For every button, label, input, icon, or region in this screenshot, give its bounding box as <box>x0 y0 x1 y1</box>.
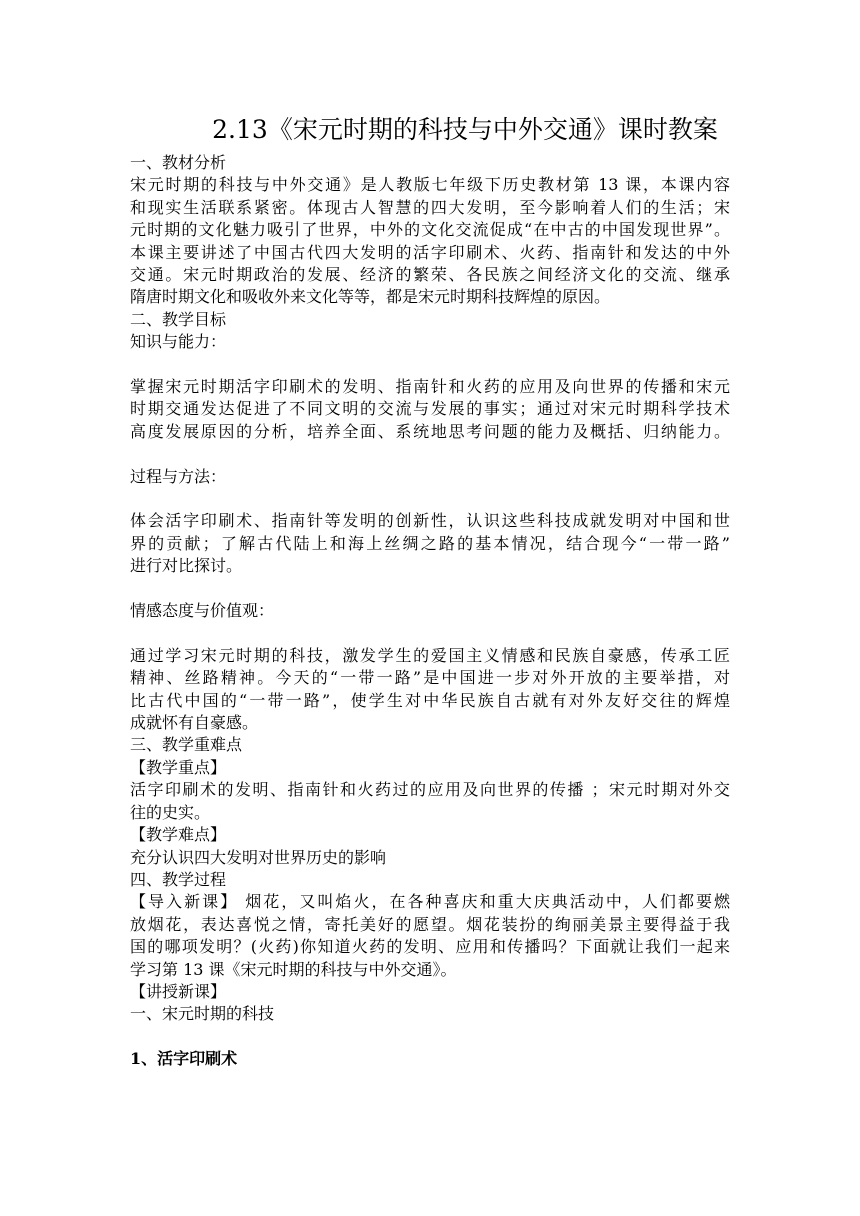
paragraph-line: 界的贡献；了解古代陆上和海上丝绸之路的基本情况，结合现今“一带一路” <box>130 533 730 553</box>
subheading-movable-type-printing: 1、活字印刷术 <box>130 1049 238 1069</box>
paragraph-line: 进行对比探讨。 <box>130 556 243 576</box>
paragraph-line: 成就怀有自豪感。 <box>130 713 259 733</box>
document-page <box>130 110 730 1071</box>
subheading-knowledge-ability: 知识与能力： <box>130 332 227 352</box>
blank-line <box>130 354 730 376</box>
section-heading-key-difficult-points: 三、教学重难点 <box>130 735 243 755</box>
paragraph-line: 体会活字印刷术、指南针等发明的创新性，认识这些科技成就发明对中国和世 <box>130 511 730 531</box>
section-heading-teaching-process: 四、教学过程 <box>130 869 227 889</box>
paragraph-line: 本课主要讲述了中国古代四大发明的活字印刷术、火药、指南针和发达的中外 <box>130 242 730 262</box>
blank-line <box>130 622 730 644</box>
paragraph-line: 宋元时期的科技与中外交通》是人教版七年级下历史教材第 13 课，本课内容 <box>130 175 730 195</box>
paragraph-line: 精神、丝路精神。今天的“一带一路”是中国进一步对外开放的主要举措，对 <box>130 668 730 688</box>
paragraph-line: 国的哪项发明？(火药)你知道火药的发明、应用和传播吗？下面就让我们一起来 <box>130 937 730 957</box>
blank-line <box>130 578 730 600</box>
subheading-teach-new-lesson: 【讲授新课】 <box>130 981 227 1001</box>
paragraph-line: 充分认识四大发明对世界历史的影响 <box>130 847 387 867</box>
paragraph-line: 放烟花，表达喜悦之情，寄托美好的愿望。烟花装扮的绚丽美景主要得益于我 <box>130 914 730 934</box>
paragraph-line: 比古代中国的“一带一路”，使学生对中华民族自古就有对外友好交往的辉煌 <box>130 690 730 710</box>
paragraph-line: 【导入新课】 烟花，又叫焰火，在各种喜庆和重大庆典活动中，人们都要燃 <box>130 892 730 912</box>
paragraph-line: 活字印刷术的发明、指南针和火药过的应用及向世界的传播 ；宋元时期对外交 <box>130 780 730 800</box>
blank-line <box>130 488 730 510</box>
paragraph-line: 学习第 13 课《宋元时期的科技与中外交通》。 <box>130 959 457 979</box>
paragraph-line: 通过学习宋元时期的科技，激发学生的爱国主义情感和民族自豪感，传承工匠 <box>130 645 730 665</box>
subheading-process-method: 过程与方法： <box>130 466 227 486</box>
subheading-song-yuan-technology: 一、宋元时期的科技 <box>130 1004 275 1024</box>
paragraph-line: 掌握宋元时期活字印刷术的发明、指南针和火药的应用及向世界的传播和宋元 <box>130 377 730 397</box>
paragraph-line: 高度发展原因的分析，培养全面、系统地思考问题的能力及概括、归纳能力。 <box>130 421 730 441</box>
paragraph-line: 交通。宋元时期政治的发展、经济的繁荣、各民族之间经济文化的交流、继承 <box>130 265 730 285</box>
subheading-key-points: 【教学重点】 <box>130 757 227 777</box>
paragraph-line: 时期交通发达促进了不同文明的交流与发展的事实；通过对宋元时期科学技术 <box>130 399 730 419</box>
document-title: 2.13《宋元时期的科技与中外交通》课时教案 <box>212 115 718 144</box>
paragraph-line: 元时期的文化魅力吸引了世界，中外的文化交流促成“在中古的中国发现世界”。 <box>130 220 730 240</box>
paragraph-line: 往的史实。 <box>130 802 211 822</box>
section-heading-teaching-goals: 二、教学目标 <box>130 309 227 329</box>
paragraph-line: 和现实生活联系紧密。体现古人智慧的四大发明，至今影响着人们的生活；宋 <box>130 197 730 217</box>
paragraph-line: 隋唐时期文化和吸收外来文化等等，都是宋元时期科技辉煌的原因。 <box>130 287 611 307</box>
subheading-emotion-values: 情感态度与价值观： <box>130 601 275 621</box>
subheading-difficult-points: 【教学难点】 <box>130 825 227 845</box>
blank-line <box>130 443 730 465</box>
blank-line <box>130 1026 730 1048</box>
section-heading-material-analysis: 一、教材分析 <box>130 153 227 172</box>
